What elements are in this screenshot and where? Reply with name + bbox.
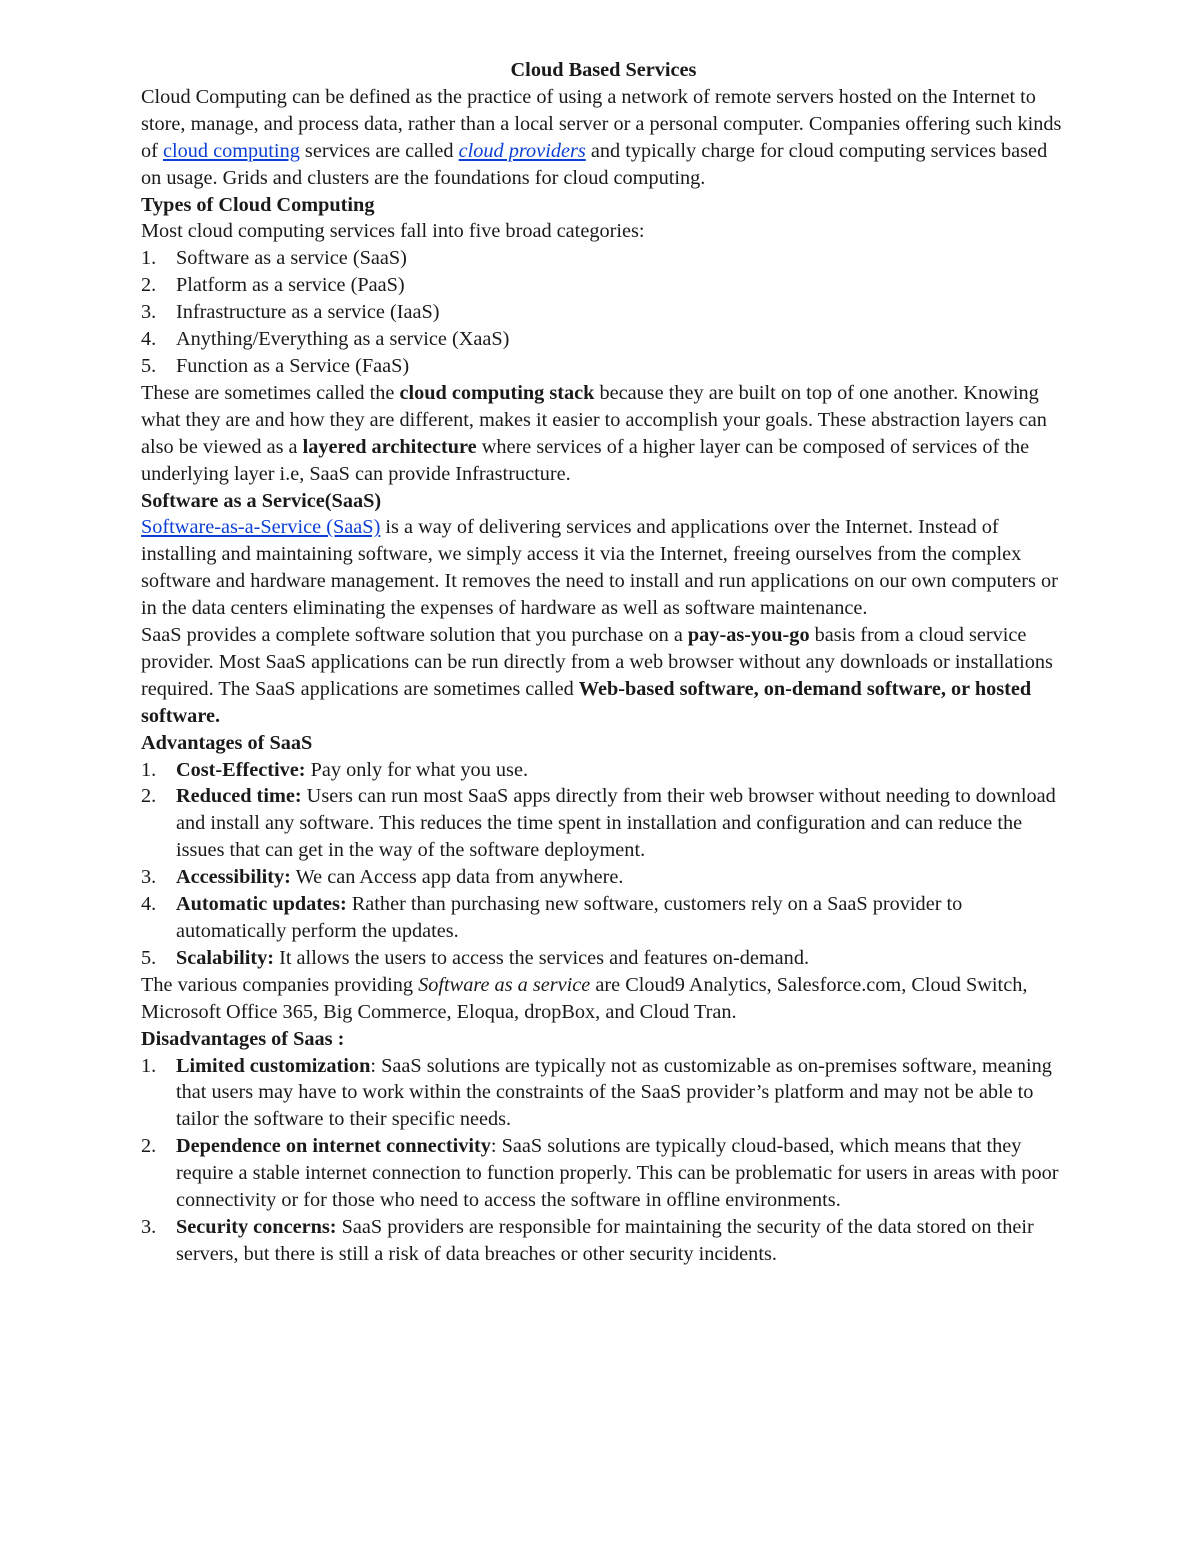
list-number: 2. — [141, 274, 157, 297]
list-item — [141, 299, 1066, 326]
list-item-label: Automatic updates: — [176, 893, 347, 916]
stack-text-2: because they are built on top of one another. Knowing what they are and how they are different, makes it easier to accomplish your goals. These abstraction layers can also be viewed as a — [141, 381, 1047, 458]
advantages-list — [141, 757, 1066, 972]
list-item — [141, 1214, 1066, 1268]
list-item-text: Infrastructure as a service (IaaS) — [176, 301, 440, 324]
list-item-label: Dependence on internet connectivity — [176, 1135, 491, 1158]
intro-text-3: and typically charge for cloud computing services based on usage. Grids and clusters are the foundations for cloud computing. — [141, 139, 1048, 189]
list-number: 1. — [141, 1054, 157, 1077]
list-item-text: : SaaS solutions are typically not as customizable as on-premises software, meaning that users may have to work within the constraints of the SaaS provider’s platform and may not be able to tailor the software to their specific needs. — [176, 1054, 1052, 1131]
list-item — [141, 245, 1066, 272]
list-number: 3. — [141, 866, 157, 889]
list-item — [141, 1053, 1066, 1134]
list-item — [141, 783, 1066, 864]
saas-paragraph-2 — [141, 622, 1066, 730]
list-number: 3. — [141, 1215, 157, 1238]
saas-bold-names: Web-based software, on-demand software, or hosted software. — [141, 677, 1032, 727]
list-item — [141, 864, 1066, 891]
list-item-label: Reduced time: — [176, 785, 302, 808]
list-item-text: Function as a Service (FaaS) — [176, 354, 410, 377]
list-number: 1. — [141, 758, 157, 781]
list-item-text: SaaS providers are responsible for maintaining the security of the data stored on their servers, but there is still a risk of data breaches or other security incidents. — [176, 1215, 1034, 1265]
intro-paragraph — [141, 84, 1066, 192]
list-number: 2. — [141, 785, 157, 808]
stack-text-1: These are sometimes called the — [141, 381, 400, 404]
list-item-label: Limited customization — [176, 1054, 371, 1077]
list-item-label: Cost-Effective: — [176, 758, 306, 781]
saas-link[interactable]: Software-as-a-Service (SaaS) — [141, 516, 381, 539]
list-item-text: Anything/Everything as a service (XaaS) — [176, 328, 510, 351]
list-number: 5. — [141, 354, 157, 377]
disadvantages-heading: Disadvantages of Saas : — [141, 1027, 345, 1050]
companies-italic: Software as a service — [418, 973, 591, 996]
list-number: 2. — [141, 1135, 157, 1158]
list-item-label: Accessibility: — [176, 866, 291, 889]
intro-text-2: services are called — [299, 139, 459, 162]
list-number: 4. — [141, 893, 157, 916]
cloud-providers-link[interactable]: cloud providers — [458, 139, 586, 162]
disadvantages-list — [141, 1053, 1066, 1268]
list-number: 1. — [141, 247, 157, 270]
saas-text-1: is a way of delivering services and applications over the Internet. Instead of installing and maintaining software, we simply access it via the Internet, freeing ourselves from the complex software and hardware management. It removes the need to install and run applications on our own computers or in the data centers eliminating the expenses of hardware as well as software maintenance. — [141, 516, 1058, 620]
list-item — [141, 891, 1066, 945]
list-item — [141, 272, 1066, 299]
companies-text-2: are Cloud9 Analytics, Salesforce.com, Cloud Switch, Microsoft Office 365, Big Commerce, Eloqua, dropBox, and Cloud Tran. — [141, 973, 1028, 1023]
list-number: 3. — [141, 301, 157, 324]
intro-text-1: Cloud Computing can be defined as the practice of using a network of remote servers hosted on the Internet to store, manage, and process data, rather than a local server or a personal computer. Companies offering such kinds of — [141, 85, 1062, 162]
stack-bold-2: layered architecture — [302, 435, 477, 458]
list-item-text: Users can run most SaaS apps directly from their web browser without needing to download and install any software. This reduces the time spent in installation and configuration and can reduce the issues that can get in the way of the software deployment. — [176, 785, 1056, 862]
advantages-heading: Advantages of SaaS — [141, 731, 313, 754]
list-item-text: It allows the users to access the services and features on-demand. — [274, 946, 810, 969]
list-item-text: Rather than purchasing new software, customers rely on a SaaS provider to automatically perform the updates. — [176, 893, 963, 942]
list-item — [141, 945, 1066, 972]
companies-text-1: The various companies providing — [141, 973, 419, 996]
list-number: 4. — [141, 328, 157, 351]
list-item-label: Scalability: — [176, 946, 275, 969]
list-item — [141, 326, 1066, 353]
saas-heading: Software as a Service(SaaS) — [141, 489, 382, 512]
saas-text-2c: basis from a cloud service provider. Most SaaS applications can be run directly from a web browser without any downloads or installations required. The SaaS applications are sometimes called — [141, 624, 1053, 700]
list-item-text: : SaaS solutions are typically cloud-based, which means that they require a stable internet connection to function properly. This can be problematic for users in areas with poor connectivity or for those who need to access the software in offline environments. — [176, 1135, 1059, 1212]
types-list — [141, 245, 1066, 380]
cloud-computing-link[interactable]: cloud computing — [162, 139, 300, 162]
saas-paragraph-1 — [141, 514, 1066, 622]
list-item-text: Platform as a service (PaaS) — [176, 274, 405, 297]
list-item — [141, 1133, 1066, 1214]
list-item — [141, 757, 1066, 784]
types-lead: Most cloud computing services fall into five broad categories: — [141, 220, 645, 243]
list-item-label: Security concerns: — [176, 1215, 337, 1238]
stack-bold-1: cloud computing stack — [399, 381, 595, 404]
types-heading: Types of Cloud Computing — [141, 193, 375, 216]
list-item — [141, 353, 1066, 380]
list-item-text: Software as a service (SaaS) — [176, 247, 407, 270]
stack-text-3: where services of a higher layer can be composed of services of the underlying layer i.e, SaaS can provide Infrastructure. — [141, 435, 1030, 485]
list-item-text: We can Access app data from anywhere. — [290, 866, 624, 889]
list-number: 5. — [141, 946, 157, 969]
list-item-text: Pay only for what you use. — [305, 758, 529, 781]
stack-paragraph — [141, 380, 1066, 488]
document-page — [141, 57, 1066, 1268]
document-title: Cloud Based Services — [510, 59, 697, 81]
companies-paragraph — [141, 972, 1066, 1026]
saas-bold-payg: pay-as-you-go — [687, 624, 810, 647]
saas-text-2a: SaaS provides a complete software solution that you purchase on a — [141, 624, 688, 647]
